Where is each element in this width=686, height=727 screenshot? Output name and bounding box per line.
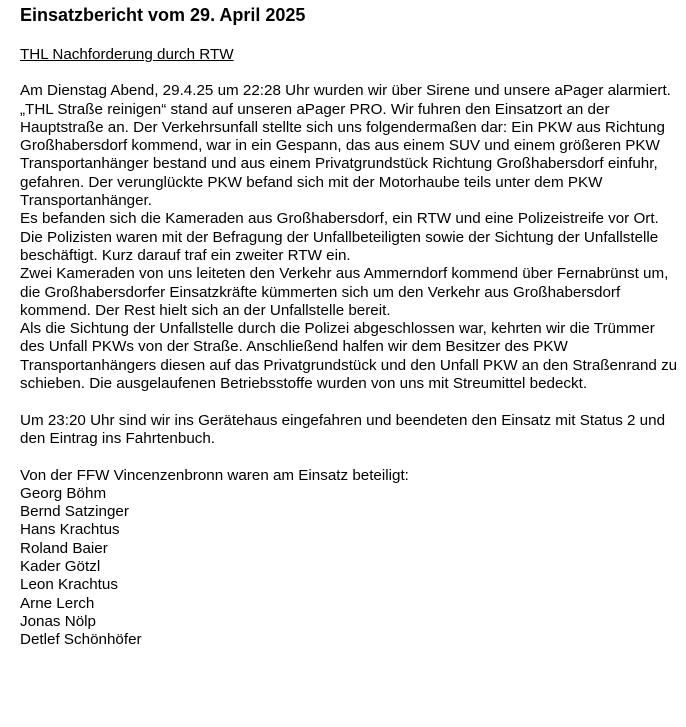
participant-name: Jonas Nölp [20, 612, 96, 630]
participants-list [20, 485, 680, 650]
participants-intro: Von der FFW Vincenzenbronn waren am Einsatz beteiligt: [20, 466, 409, 484]
participant-name: Leon Krachtus [20, 576, 118, 594]
participant-name: Kader Götzl [20, 558, 101, 576]
paragraph-scene: „THL Straße reinigen“ stand auf unseren aPager PRO. Wir fuhren den Einsatzort an der Hauptstraße an. Der Verkehrsunfall stellte sich uns folgendermaßen dar: Ein PKW aus Richtung Großhabersdorf kommend, war in ein Gespann, das aus einem SUV und einem größeren PKW Transportanhänger bestand und aus einem Privatgrundstück Richtung Großhabersdorf einfuhr, gefahren. Der verunglückte PKW befand sich mit der Motorhaube teils unter dem PKW Transportanhänger. [20, 100, 665, 210]
paragraph-on-site: Es befanden sich die Kameraden aus Großhabersdorf, ein RTW und eine Polizeistreife vor Ort. Die Polizisten waren mit der Befragung der Unfallbeteiligten sowie der Sichtung der Unfallstelle beschäftigt. Kurz darauf traf ein zweiter RTW ein. [20, 210, 659, 264]
participant-name: Arne Lerch [20, 594, 95, 612]
paragraph-alarm: Am Dienstag Abend, 29.4.25 um 22:28 Uhr wurden wir über Sirene und unsere aPager alarmiert. [20, 82, 671, 100]
participant-name: Roland Baier [20, 539, 108, 557]
paragraph-traffic: Zwei Kameraden von uns leiteten den Verkehr aus Ammerndorf kommend über Fernabrünst um, die Großhabersdorfer Einsatzkräfte kümmerten sich um den Verkehr aus Großhabersdorf kommend. Der Rest hielt sich an der Unfallstelle bereit. [20, 265, 669, 319]
participant-name: Detlef Schönhöfer [20, 631, 142, 649]
participant-name: Hans Krachtus [20, 521, 120, 539]
report-page [20, 4, 680, 650]
paragraph-return: Um 23:20 Uhr sind wir ins Gerätehaus eingefahren und beendeten den Einsatz mit Status 2 und den Eintrag ins Fahrtenbuch. [20, 411, 666, 447]
participant-name: Bernd Satzinger [20, 503, 129, 521]
spacer [20, 393, 680, 411]
report-body [20, 82, 680, 393]
spacer [20, 448, 680, 466]
report-subtitle: THL Nachforderung durch RTW [20, 46, 234, 63]
report-title: Einsatzbericht vom 29. April 2025 [20, 5, 306, 25]
paragraph-cleanup: Als die Sichtung der Unfallstelle durch die Polizei abgeschlossen war, kehrten wir die Trümmer des Unfall PKWs von der Straße. Anschließend halfen wir dem Besitzer des PKW Transportanhängers diesen auf das Privatgrundstück und den Unfall PKW an den Straßenrand zu schieben. Die ausgelaufenen Betriebsstoffe wurden von uns mit Streumittel bedeckt. [20, 320, 678, 393]
participant-name: Georg Böhm [20, 484, 107, 502]
